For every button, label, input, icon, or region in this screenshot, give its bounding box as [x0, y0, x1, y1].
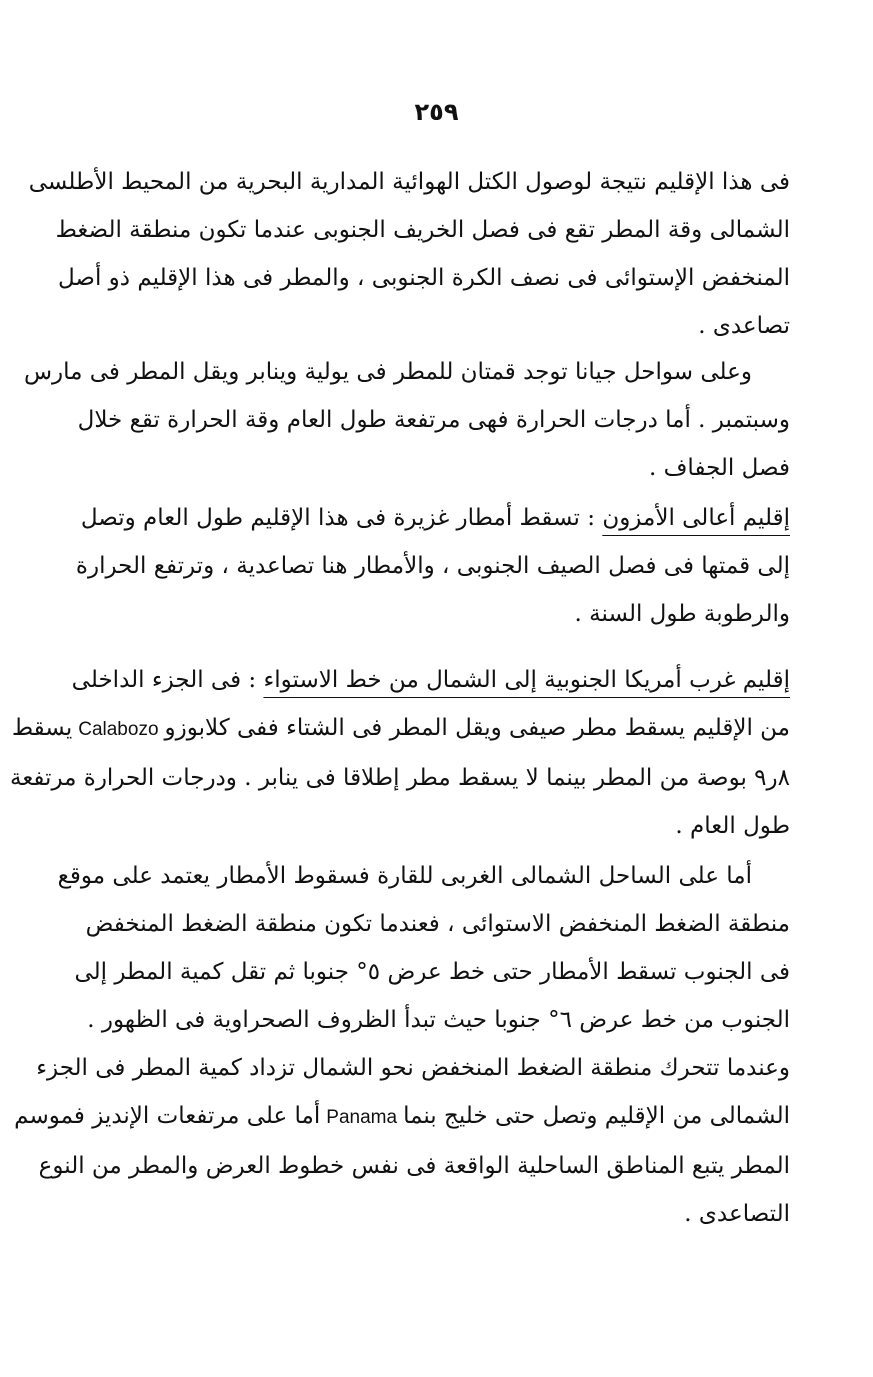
text-line: والرطوبة طول السنة . [574, 601, 790, 627]
text-line: التصاعدى . [684, 1201, 790, 1227]
text-fragment: : تسقط أمطار غزيرة فى هذا الإقليم طول العام وتصل [80, 505, 595, 531]
text-line: وسبتمبر . أما درجات الحرارة فهى مرتفعة طول العام وقة الحرارة تقع خلال [77, 407, 790, 433]
section-heading: إقليم غرب أمريكا الجنوبية إلى الشمال من خط الاستواء [263, 667, 790, 693]
text-fragment: من الإقليم يسقط مطر صيفى ويقل المطر فى الشتاء ففى كلابوزو [164, 715, 790, 741]
text-line: المطر يتبع المناطق الساحلية الواقعة فى نفس خطوط العرض والمطر من النوع [38, 1153, 790, 1179]
page-number: ٢٥٩ [414, 98, 459, 126]
text-fragment: : فى الجزء الداخلى [71, 667, 257, 693]
text-line: فى الجنوب تسقط الأمطار حتى خط عرض ٥° جنوبا ثم تقل كمية المطر إلى [74, 959, 790, 985]
text-line: أما على الساحل الشمالى الغربى للقارة فسقوط الأمطار يعتمد على موقع [57, 863, 752, 889]
paragraph-4 [9, 656, 790, 850]
paragraph-3 [75, 494, 790, 638]
text-line: وعندما تتحرك منطقة الضغط المنخفض نحو الشمال تزداد كمية المطر فى الجزء [36, 1055, 790, 1081]
text-line [80, 494, 790, 542]
text-line: ٨ر٩ بوصة من المطر بينما لا يسقط مطر إطلاقا فى ينابر . ودرجات الحرارة مرتفعة [9, 765, 790, 791]
text-fragment: الشمالى من الإقليم وتصل حتى خليج بنما [403, 1103, 790, 1129]
text-line: فى هذا الإقليم نتيجة لوصول الكتل الهوائية المدارية البحرية من المحيط الأطلسى [28, 169, 790, 195]
text-line: إلى قمتها فى فصل الصيف الجنوبى ، والأمطار هنا تصاعدية ، وترتفع الحرارة [75, 553, 790, 579]
text-line: الجنوب من خط عرض ٦° جنوبا حيث تبدأ الظروف الصحراوية فى الظهور . [87, 1007, 790, 1033]
section-heading: إقليم أعالى الأمزون [602, 505, 790, 531]
text-line: الشمالى وقة المطر تقع فى فصل الخريف الجنوبى عندما تكون منطقة الضغط [55, 217, 790, 243]
text-line: تصاعدى . [698, 313, 790, 339]
text-line [14, 1092, 790, 1142]
text-line: وعلى سواحل جيانا توجد قمتان للمطر فى يولية وينابر ويقل المطر فى مارس [23, 359, 752, 385]
text-line [71, 656, 790, 704]
paragraph-1 [28, 158, 790, 350]
latin-term: Calabozo [78, 719, 159, 740]
text-line: المنخفض الإستوائى فى نصف الكرة الجنوبى ، والمطر فى هذا الإقليم ذو أصل [58, 265, 790, 291]
text-line: منطقة الضغط المنخفض الاستوائى ، فعندما تكون منطقة الضغط المنخفض [85, 911, 790, 937]
paragraph-5 [14, 852, 790, 1238]
text-fragment: أما على مرتفعات الإنديز فموسم [14, 1103, 321, 1129]
text-line: طول العام . [675, 813, 790, 839]
paragraph-2 [23, 348, 790, 492]
text-fragment: يسقط [11, 715, 73, 741]
latin-term: Panama [326, 1107, 398, 1128]
text-line: فصل الجفاف . [648, 455, 790, 481]
text-line [11, 704, 790, 754]
